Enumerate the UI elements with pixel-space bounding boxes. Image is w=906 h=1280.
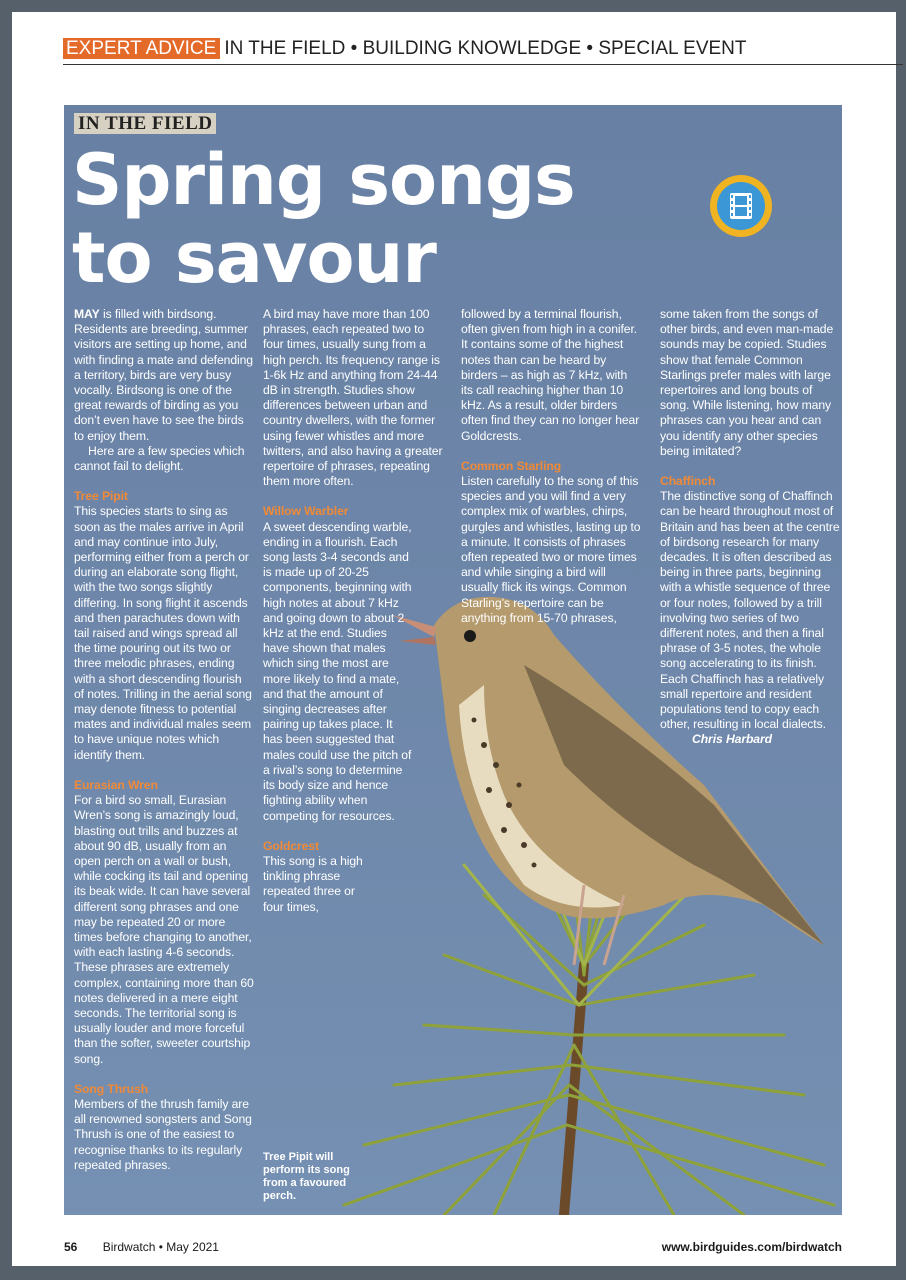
subhead-wren: Eurasian Wren <box>74 777 158 792</box>
body-goldcrest: This song is a high tinkling phrase repeated three or four times, <box>263 853 363 914</box>
page-frame-top <box>0 0 906 12</box>
subhead-tree-pipit: Tree Pipit <box>74 489 128 504</box>
body-chaffinch: The distinctive song of Chaffinch can be heard throughout most of Britain and has been at the centre of birdsong research for many decades. It is often described as being in three parts, beginning with a whistle sequence of three or four notes, followed by a trill involving two series of two different notes, and then a final phrase of 3-5 notes, the whole song accelerating to its finish. Each Chaffinch has a relatively small repertoire and resident populations tend to copy each other, resulting in local dialects. <box>660 489 840 732</box>
body-willow-warbler: A sweet descending warble, ending in a flourish. Each song lasts 3-4 seconds and is made up of 20-25 components, beginning with high notes at about 7 kHz and going down to about 2 kHz at the end. Studies have shown that males which sing the most are more likely to find a mate, and that the amount of singing decreases after pairing up takes place. It has been suggested that males could use the pitch of a rival’s song to determine its body size and hence fighting ability when competing for resources. <box>263 519 412 823</box>
body-goldcrest-cont: followed by a terminal flourish, often given from high in a conifer. It contains some of the highest notes than can be heard by birders – as high as 7 kHz, with its call reaching higher than 10 kHz. As a result, older birders often find they can no longer hear Goldcrests. <box>461 307 640 443</box>
magazine-issue: Birdwatch • May 2021 <box>102 1240 219 1254</box>
subhead-chaffinch: Chaffinch <box>660 474 716 489</box>
subhead-song-thrush: Song Thrush <box>74 1081 149 1096</box>
author-byline: Chris Harbard <box>692 732 772 747</box>
section-kicker: IN THE FIELD <box>74 113 216 134</box>
text-column-2 <box>263 307 443 915</box>
subhead-common-starling: Common Starling <box>461 458 562 473</box>
body-wren: For a bird so small, Eurasian Wren’s song is amazingly loud, blasting out trills and buzzes at about 90 dB, usually from an open perch on a wall or bush, while cocking its tail and opening its beak wide. It can have several different song phrases and one may be repeated 20 or more times before changing to another, with each lasting 4-6 seconds. These phrases are extremely complex, containing more than 60 notes delivered in a mere eight seconds. The territorial song is usually louder and more forceful than the softer, sweeter courtship song. <box>74 793 254 1066</box>
page-frame-right <box>896 0 906 1280</box>
text-column-1 <box>74 307 254 1173</box>
website-link[interactable]: www.birdguides.com/birdwatch <box>661 1240 842 1254</box>
text-column-3 <box>461 307 641 626</box>
section-nav <box>63 37 903 65</box>
body-tree-pipit: This species starts to sing as soon as the males arrive in April and may continue into July, performing either from a perch or during an elaborate song flight, with the two songs slightly differing. In song flight it ascends and then parachutes down with tail raised and wings spread all the time pouring out its two or three melodic phrases, ending with a short descending flourish of notes. Trilling in the aerial song may denote fitness to potential mates and individual males seem to have unique notes which identify them. <box>74 504 252 762</box>
intro-lead-word: MAY <box>74 307 100 321</box>
photo-caption: Tree Pipit will perform its song from a favoured perch. <box>263 1151 350 1202</box>
page-number: 56 <box>64 1240 78 1254</box>
subhead-goldcrest: Goldcrest <box>263 838 319 853</box>
film-strip-icon <box>717 182 765 230</box>
nav-active-section: EXPERT ADVICE <box>63 38 220 59</box>
page-footer <box>64 1238 842 1256</box>
video-badge[interactable] <box>710 175 772 237</box>
intro-paragraph-2: Here are a few species which cannot fail to delight. <box>74 443 245 474</box>
page-frame-left <box>0 0 12 1280</box>
subhead-willow-warbler: Willow Warbler <box>263 504 349 519</box>
article-headline <box>72 141 575 297</box>
page-frame-bottom <box>0 1266 906 1280</box>
intro-paragraph: MAY is filled with birdsong. Residents are breeding, summer visitors are setting up home, and with finding a mate and defending a territory, birds are very busy vocally. Birdsong is one of the great rewards of birding as you don’t even have to see the birds to enjoy them. <box>74 307 253 443</box>
nav-other-sections: IN THE FIELD • BUILDING KNOWLEDGE • SPECIAL EVENT <box>224 38 747 59</box>
headline-line-1: Spring songs <box>72 139 575 221</box>
article-hero <box>64 105 842 1215</box>
body-song-thrush-cont: A bird may have more than 100 phrases, each repeated two to four times, usually sung from a high perch. Its frequency range is 1-6k Hz and anything from 24-44 dB in strength. Studies show differences between urban and country dwellers, with the former using fewer whistles and more twitters, and also having a greater repertoire of phrases, repeating them more often. <box>263 307 443 489</box>
body-common-starling: Listen carefully to the song of this species and you will find a very complex mix of warbles, chirps, gurgles and whistles, lasting up to a minute. It consists of phrases often repeated two or more times and while singing a bird will usually flick its wings. Common Starling’s repertoire can be anything from 15-70 phrases, <box>461 474 641 625</box>
headline-line-2: to savour <box>72 217 436 299</box>
text-column-4 <box>660 307 840 748</box>
body-common-starling-cont: some taken from the songs of other birds, and even man-made sounds may be copied. Studies show that female Common Starlings prefer males with large repertoires and long bouts of song. While listening, how many phrases can you hear and can you identify any other species being imitated? <box>660 307 834 458</box>
body-song-thrush: Members of the thrush family are all renowned songsters and Song Thrush is one of the easiest to recognise thanks to its regularly repeated phrases. <box>74 1096 252 1172</box>
